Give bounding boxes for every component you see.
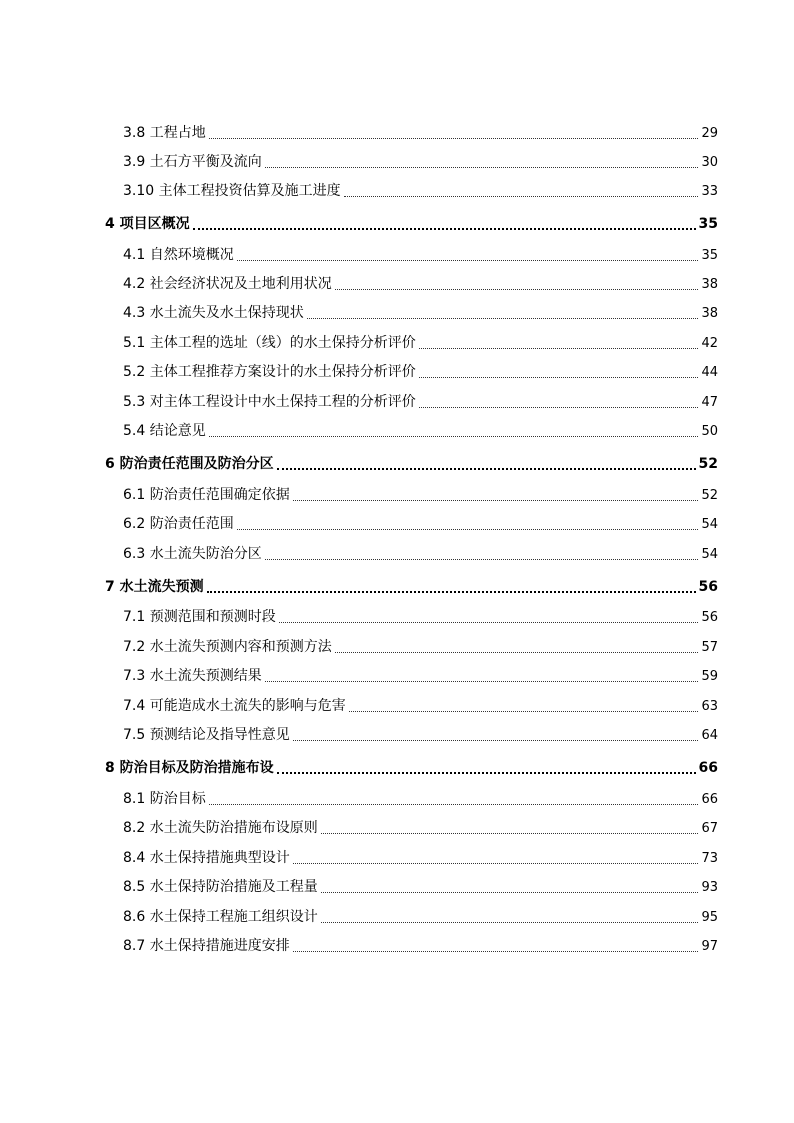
toc-entry[interactable] [123, 244, 718, 264]
toc-leader-dots [293, 724, 699, 744]
toc-entry[interactable] [123, 636, 718, 656]
toc-entry[interactable] [123, 788, 718, 808]
toc-leader-dots [335, 636, 699, 656]
toc-chapter-title: 4 项目区概况 [105, 216, 190, 232]
toc-chapter-entry[interactable] [105, 757, 718, 777]
toc-entry[interactable] [123, 847, 718, 867]
toc-entry[interactable] [123, 361, 718, 381]
toc-chapter-page: 56 [698, 579, 718, 595]
toc-entry-title: 3.10 主体工程投资估算及施工进度 [123, 183, 341, 199]
toc-entry-page: 30 [701, 155, 718, 170]
toc-entry-title: 8.2 水土流失防治措施布设原则 [123, 820, 318, 836]
toc-chapter-entry[interactable] [105, 213, 718, 233]
toc-entry-page: 97 [701, 939, 718, 954]
toc-entry-page: 54 [701, 517, 718, 532]
toc-entry-page: 52 [701, 488, 718, 503]
toc-chapter-page: 35 [698, 216, 718, 232]
toc-leader-dots [293, 935, 699, 955]
toc-entry-title: 8.5 水土保持防治措施及工程量 [123, 879, 318, 895]
toc-leader-dots [321, 906, 699, 926]
toc-entry-page: 95 [701, 910, 718, 925]
toc-leader-dots [277, 453, 696, 473]
toc-leader-dots [293, 484, 699, 504]
toc-leader-dots [419, 391, 699, 411]
toc-entry-title: 7.2 水土流失预测内容和预测方法 [123, 639, 332, 655]
toc-entry-page: 57 [701, 640, 718, 655]
toc-entry-title: 4.1 自然环境概况 [123, 247, 234, 263]
toc-leader-dots [293, 847, 699, 867]
toc-leader-dots [207, 576, 696, 596]
toc-entry-page: 64 [701, 728, 718, 743]
toc-entry-page: 35 [701, 248, 718, 263]
toc-entry[interactable] [123, 935, 718, 955]
toc-leader-dots [344, 180, 699, 200]
toc-entry[interactable] [123, 391, 718, 411]
toc-leader-dots [349, 695, 699, 715]
toc-entry-title: 4.3 水土流失及水土保持现状 [123, 305, 304, 321]
toc-leader-dots [419, 361, 699, 381]
toc-entry-title: 7.3 水土流失预测结果 [123, 668, 262, 684]
toc-entry[interactable] [123, 543, 718, 563]
toc-entry[interactable] [123, 876, 718, 896]
toc-entry[interactable] [123, 151, 718, 171]
toc-entry[interactable] [123, 906, 718, 926]
toc-entry-title: 8.7 水土保持措施进度安排 [123, 938, 290, 954]
toc-entry[interactable] [123, 695, 718, 715]
toc-chapter-title: 6 防治责任范围及防治分区 [105, 456, 274, 472]
toc-entry-title: 5.3 对主体工程设计中水土保持工程的分析评价 [123, 394, 416, 410]
toc-entry-title: 7.4 可能造成水土流失的影响与危害 [123, 698, 346, 714]
toc-entry-title: 3.8 工程占地 [123, 125, 206, 141]
toc-entry[interactable] [123, 665, 718, 685]
toc-entry-title: 3.9 土石方平衡及流向 [123, 154, 262, 170]
toc-chapter-page: 66 [698, 760, 718, 776]
toc-leader-dots [419, 332, 699, 352]
toc-entry-page: 44 [701, 365, 718, 380]
toc-leader-dots [307, 302, 699, 322]
toc-entry-title: 6.1 防治责任范围确定依据 [123, 487, 290, 503]
toc-entry-title: 8.6 水土保持工程施工组织设计 [123, 909, 318, 925]
toc-leader-dots [265, 151, 699, 171]
toc-entry-title: 7.5 预测结论及指导性意见 [123, 727, 290, 743]
toc-entry[interactable] [123, 817, 718, 837]
toc-chapter-title: 7 水土流失预测 [105, 579, 204, 595]
toc-entry-title: 5.4 结论意见 [123, 423, 206, 439]
toc-entry-page: 33 [701, 184, 718, 199]
toc-leader-dots [277, 757, 696, 777]
toc-entry[interactable] [123, 180, 718, 200]
toc-entry-page: 38 [701, 277, 718, 292]
toc-leader-dots [209, 420, 699, 440]
toc-entry-title: 6.2 防治责任范围 [123, 516, 234, 532]
toc-chapter-entry[interactable] [105, 453, 718, 473]
toc-entry-page: 63 [701, 699, 718, 714]
toc-leader-dots [237, 513, 699, 533]
toc-chapter-page: 52 [698, 456, 718, 472]
toc-leader-dots [209, 122, 699, 142]
toc-entry[interactable] [123, 122, 718, 142]
toc-chapter-entry[interactable] [105, 576, 718, 596]
toc-leader-dots [193, 213, 696, 233]
toc-entry-title: 7.1 预测范围和预测时段 [123, 609, 276, 625]
toc-leader-dots [237, 244, 699, 264]
toc-entry-page: 29 [701, 126, 718, 141]
toc-entry[interactable] [123, 302, 718, 322]
toc-leader-dots [335, 273, 699, 293]
toc-entry[interactable] [123, 420, 718, 440]
toc-leader-dots [265, 543, 699, 563]
toc-chapter-title: 8 防治目标及防治措施布设 [105, 760, 274, 776]
toc-entry[interactable] [123, 513, 718, 533]
toc-entry-title: 6.3 水土流失防治分区 [123, 546, 262, 562]
toc-entry-page: 93 [701, 880, 718, 895]
toc-leader-dots [265, 665, 699, 685]
toc-leader-dots [209, 788, 699, 808]
toc-entry-page: 66 [701, 792, 718, 807]
toc-entry[interactable] [123, 606, 718, 626]
toc-entry-page: 67 [701, 821, 718, 836]
toc-entry-page: 73 [701, 851, 718, 866]
toc-leader-dots [321, 876, 699, 896]
toc-entry[interactable] [123, 332, 718, 352]
toc-entry-title: 8.1 防治目标 [123, 791, 206, 807]
toc-entry-page: 56 [701, 610, 718, 625]
toc-entry[interactable] [123, 724, 718, 744]
toc-entry-title: 8.4 水土保持措施典型设计 [123, 850, 290, 866]
toc-entry-page: 38 [701, 306, 718, 321]
toc-entry-title: 5.1 主体工程的选址（线）的水土保持分析评价 [123, 335, 416, 351]
toc-entry-title: 4.2 社会经济状况及土地利用状况 [123, 276, 332, 292]
toc-entry-page: 42 [701, 336, 718, 351]
toc-entry[interactable] [123, 273, 718, 293]
toc-entry[interactable] [123, 484, 718, 504]
toc-entry-page: 54 [701, 547, 718, 562]
toc-entry-page: 47 [701, 395, 718, 410]
toc-leader-dots [321, 817, 699, 837]
toc-entry-page: 50 [701, 424, 718, 439]
toc-entry-title: 5.2 主体工程推荐方案设计的水土保持分析评价 [123, 364, 416, 380]
toc-entry-page: 59 [701, 669, 718, 684]
toc-leader-dots [279, 606, 699, 626]
